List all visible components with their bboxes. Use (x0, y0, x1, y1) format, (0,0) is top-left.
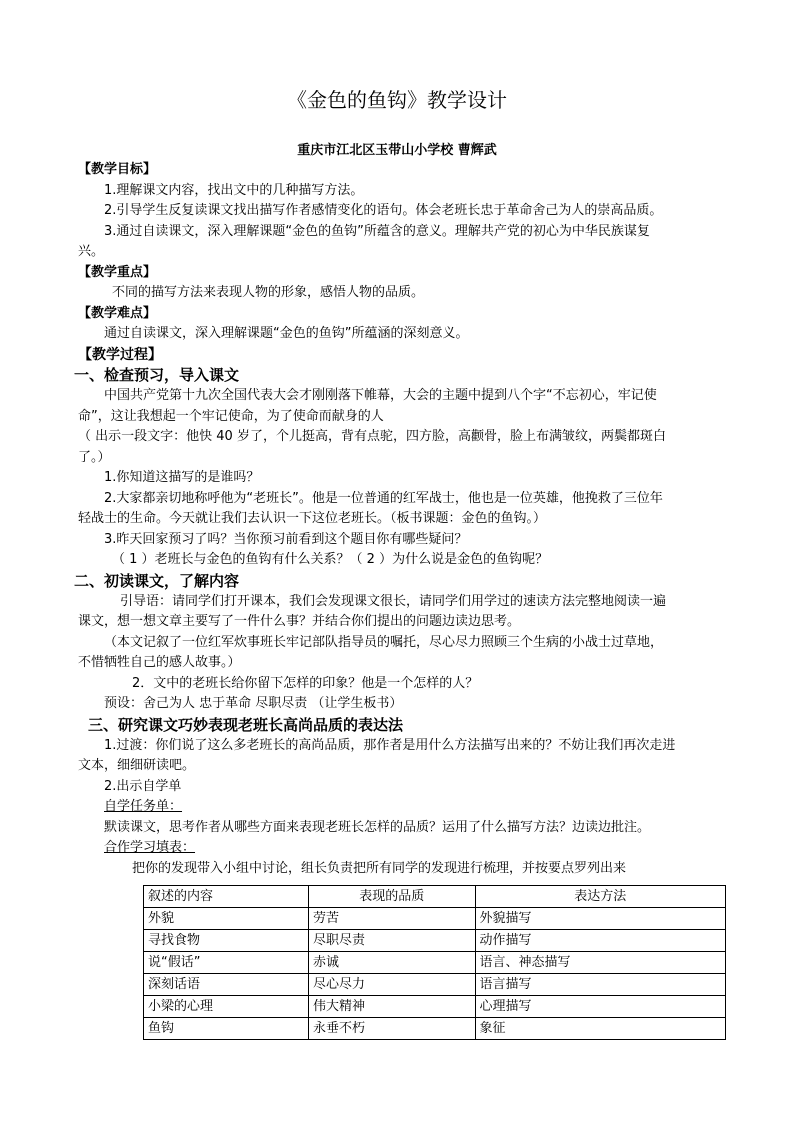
question: 轻战士的生命。今天就让我们去认识一下这位老班长。（板书课题：金色的鱼钩。） (78, 511, 547, 526)
question: 2.大家都亲切地称呼他为“老班长”。他是一位普通的红军战士，他也是一位英雄，他挽救了三位年 (104, 490, 663, 506)
focus-text: 不同的描写方法来表现人物的形象，感悟人物的品质。 (112, 285, 425, 300)
goal-item-continued: 兴。 (78, 244, 105, 259)
table-header-cell: 表达方法 (475, 886, 725, 908)
coop-text: 把你的发现带入小组中讨论，组长负责把所有同学的发现进行梳理，并按要点罗列出来 (132, 860, 627, 876)
process-heading: 【教学过程】 (78, 346, 162, 363)
goal-item: 2.引导学生反复读课文找出描写作者感情变化的语句。体会老班长忠于革命舍己为人的崇高品质。 (104, 203, 663, 218)
table-cell: 鱼钩 (144, 1018, 309, 1040)
table-header-row (144, 886, 726, 908)
table-cell: 语言描写 (475, 974, 725, 996)
paragraph: 了。） (78, 449, 111, 465)
paragraph: （ 出示一段文字：他快 40 岁了，个儿挺高，背有点驼，四方脸，高颧骨，脸上布满皱纹，两鬓都斑白 (78, 429, 666, 444)
table-cell: 尽心尽力 (308, 974, 475, 996)
table-cell: 小梁的心理 (144, 996, 309, 1018)
paragraph: 引导语：请同学们打开课本，我们会发现课文很长，请同学们用学过的速读方法完整地阅读一遍 (120, 593, 667, 609)
task-label-row (78, 797, 718, 818)
paragraph: （本文记叙了一位红军炊事班长牢记部队指导员的嘱托，尽心尽力照顾三个生病的小战士过草地， (104, 634, 664, 650)
section-1-heading: 一、检查预习，导入课文 (74, 366, 240, 384)
preset-answer: 预设：舍己为人 忠于革命 尽职尽责 （让学生板书） (104, 696, 403, 711)
table-header-cell: 叙述的内容 (144, 886, 309, 908)
section-2-heading: 二、初读课文，了解内容 (74, 571, 240, 590)
document-title: 《金色的鱼钩》教学设计 (287, 88, 507, 112)
difficulty-heading: 【教学难点】 (78, 305, 157, 321)
author-line: 重庆市江北区玉带山小学校 曹辉武 (297, 143, 497, 158)
question: （ 1 ）老班长与金色的鱼钩有什么关系？（ 2 ）为什么说是金色的鱼钩呢？ (112, 552, 549, 567)
question: 2．文中的老班长给你留下怎样的印象？他是一个怎样的人？ (132, 675, 479, 691)
table-row (144, 930, 726, 952)
table-cell: 赤诚 (308, 952, 475, 974)
table-row (144, 974, 726, 996)
difficulty-text: 通过自读课文，深入理解课题“金色的鱼钩”所蕴涵的深刻意义。 (104, 326, 469, 341)
document-body (74, 160, 718, 879)
paragraph: 不惜牺牲自己的感人故事。） (78, 655, 241, 670)
table-cell: 语言、神态描写 (475, 952, 725, 974)
table-cell: 说“假话” (144, 952, 309, 974)
table-cell: 伟大精神 (308, 996, 475, 1018)
table-row (144, 1018, 726, 1040)
task-label: 自学任务单： (104, 799, 183, 814)
coop-label: 合作学习填表： (104, 840, 196, 855)
table-cell: 劳苦 (308, 908, 475, 930)
section-3-heading: 三、研究课文巧妙表现老班长高尚品质的表达法 (88, 715, 404, 734)
focus-heading: 【教学重点】 (78, 264, 157, 280)
paragraph: 命”，这让我想起一个牢记使命，为了使命而献身的人 (78, 408, 384, 424)
table-row (144, 996, 726, 1018)
paragraph: 2.出示自学单 (104, 778, 182, 794)
table-row (144, 908, 726, 930)
table-cell: 心理描写 (475, 996, 725, 1018)
table-row (144, 952, 726, 974)
table-cell: 外貌 (144, 908, 309, 930)
task-text: 默读课文，思考作者从哪些方面来表现老班长怎样的品质？运用了什么描写方法？边读边批注。 (104, 819, 651, 835)
goal-item: 3.通过自读课文，深入理解课题“金色的鱼钩”所蕴含的意义。理解共产党的初心为中华民族谋复 (104, 223, 650, 239)
table-cell: 外貌描写 (475, 908, 725, 930)
table-cell: 尽职尽责 (308, 930, 475, 952)
question: 1.你知道这描写的是谁吗？ (104, 470, 260, 485)
question: 3.昨天回家预习了吗？当你预习前看到这个题目你有哪些疑问？ (104, 531, 468, 547)
table-header-cell: 表现的品质 (308, 886, 475, 908)
table-cell: 深刻话语 (144, 974, 309, 996)
table-cell: 动作描写 (475, 930, 725, 952)
table-cell: 象征 (475, 1018, 725, 1040)
paragraph: 1.过渡：你们说了这么多老班长的高尚品质，那作者是用什么方法描写出来的？不妨让我们再次走进 (104, 737, 676, 753)
coop-label-row (78, 838, 718, 859)
goal-item: 1.理解课文内容，找出文中的几种描写方法。 (104, 182, 364, 198)
goal-heading: 【教学目标】 (78, 162, 157, 177)
paragraph: 课文，想一想文章主要写了一件什么事？并结合你们提出的问题边读边思考。 (78, 614, 521, 629)
table-cell: 寻找食物 (144, 930, 309, 952)
summary-table (143, 885, 726, 1040)
paragraph: 文本，细细研读吧。 (78, 758, 196, 773)
paragraph: 中国共产党第十九次全国代表大会才刚刚落下帷幕，大会的主题中提到八个字“不忘初心，牢记使 (104, 388, 657, 403)
table-cell: 永垂不朽 (308, 1018, 475, 1040)
